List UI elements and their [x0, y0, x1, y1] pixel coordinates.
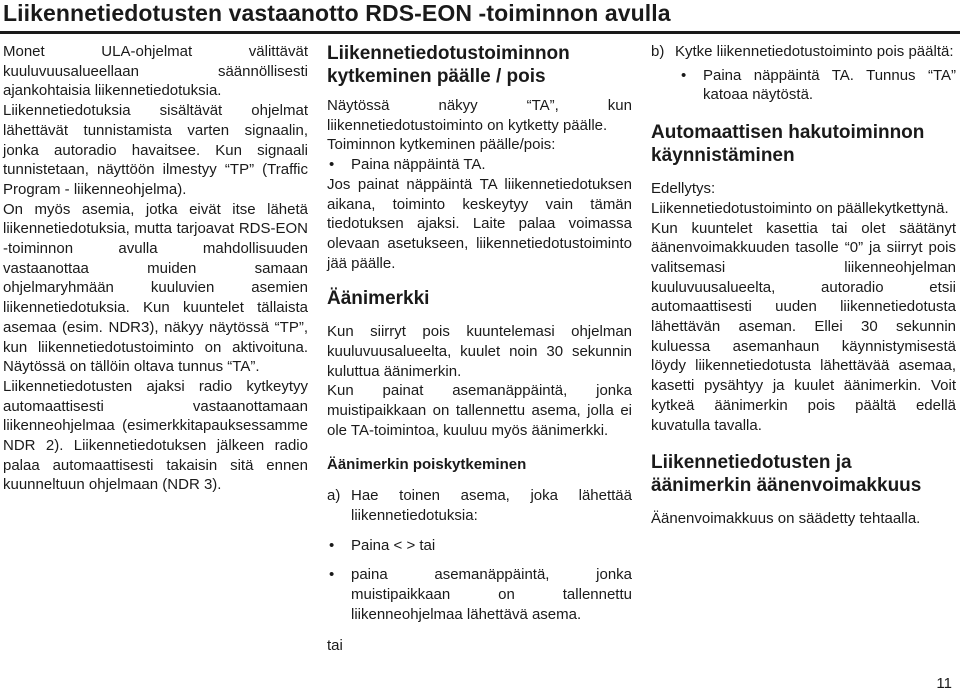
- heading-auto-search: Automaattisen hakutoiminnon käynnistäminen: [651, 122, 925, 167]
- option-b: [651, 42, 956, 62]
- bullet-icon: •: [681, 66, 687, 84]
- page-title: Liikennetiedotusten vastaanotto RDS-EON -toiminnon avulla: [3, 0, 671, 26]
- bullet-icon: •: [329, 566, 335, 584]
- paragraph-ta-display: Näytössä näkyy “TA”, kun liikennetiedotustoiminto on kytketty päälle.: [327, 97, 632, 134]
- heading-volume: Liikennetiedotusten ja äänimerkin äänenvoimakkuus: [651, 452, 922, 497]
- heading-ta-toggle: Liikennetiedotustoiminnon kytkeminen päälle / pois: [327, 43, 570, 87]
- page-number: 11: [936, 675, 952, 692]
- bullet-icon: •: [329, 156, 335, 174]
- bullet-text: Paina < > tai: [351, 536, 436, 554]
- paragraph-requirement-label: Edellytys:: [651, 180, 716, 198]
- paragraph-requirement: Liikennetiedotustoiminto on päällekytkettynä.: [651, 199, 949, 217]
- heading-beep-off: Äänimerkin poiskytkeminen: [327, 455, 527, 473]
- bullet-text: paina asemanäppäintä, jonka muistipaikkaan on tallennettu liikenneohjelmaa lähettävä asema.: [351, 566, 632, 623]
- paragraph-toggle-intro: Toiminnon kytkeminen päälle/pois:: [327, 136, 556, 154]
- bullet-item: [327, 565, 632, 624]
- option-a-letter: a): [327, 487, 341, 505]
- option-a: [327, 486, 632, 525]
- heading-beep: Äänimerkki: [327, 288, 430, 310]
- paragraph-tp-signal: Liikennetiedotuksia sisältävät ohjelmat lähettävät tunnistamista varten signaalin, jonka autoradio havaitsee. Kun signaali tunnistetaan, näyttöön ilmestyy “TP” (Traffic Program - liikenneohjelma).: [3, 102, 308, 198]
- paragraph-auto-switch: Liikennetiedotusten ajaksi radio kytkeytyy automaattisesti vastaanottamaan liikenneohjelmaa (esimerkkitapauksessamme NDR 2). Liikennetiedotuksen jälkeen radio palaa automaattisesti takaisin sitä ennen kuunneltuun ohjelmaan (NDR 3).: [3, 377, 308, 494]
- column-2: [327, 42, 632, 656]
- paragraph-intro: Monet ULA-ohjelmat välittävät kuuluvuusalueellaan säännöllisesti ajankohtaisia liikennetiedotuksia.: [3, 43, 308, 100]
- option-b-letter: b): [651, 43, 665, 60]
- bullet-item: [651, 66, 956, 105]
- bullet-item: [327, 155, 632, 175]
- paragraph-beep-preset: Kun painat asemanäppäintä, jonka muistipaikkaan on tallennettu asema, jolla ei ole TA-toimintoa, kuuluu myös äänimerkki.: [327, 382, 632, 439]
- title-rule: [0, 31, 960, 34]
- bullet-text: Paina näppäintä TA. Tunnus “TA” katoaa näytöstä.: [703, 66, 956, 104]
- option-a-text: Hae toinen asema, joka lähettää liikennetiedotuksia:: [351, 487, 632, 524]
- bullet-icon: •: [329, 536, 335, 554]
- bullet-text: Paina näppäintä TA.: [351, 156, 486, 174]
- paragraph-rds-eon: On myös asemia, jotka eivät itse lähetä liikennetiedotuksia, mutta tarjoavat RDS-EON -toiminnon avulla mahdollisuuden vastaanottaa muiden samaan ohjelmaryhmään kuuluvien asemien liikennetiedotuksia. Kun kuuntelet tällaista asemaa (esim. NDR3), näkyy näytössä “TP”, kun liikennetiedotustoiminto on aktivoituna. Näytössä on tällöin oltava tunnus “TA”.: [3, 200, 308, 376]
- paragraph-auto-search: Kun kuuntelet kasettia tai olet säätänyt äänenvoimakkuuden tasolle “0” ja siirryt pois valitsemasi liikenneohjelman kuuluvuusalueelta, autoradio etsii automaattisesti uuden liikennetiedotusta lähettävän aseman. Ellei 30 sekunnin kuluessa asemanhaun käynnistymisestä löydy liikennetiedotusta lähettävää asemaa, kasetti pysähtyy ja kuulet äänimerkin. Voit kytkeä äänimerkin pois päältä edellä kuvatulla tavalla.: [651, 219, 956, 434]
- paragraph-beep-range: Kun siirryt pois kuuntelemasi ohjelman kuuluvuusalueelta, kuulet noin 30 sekunnin kuluttua äänimerkin.: [327, 323, 632, 380]
- bullet-item: [327, 536, 632, 556]
- paragraph-volume: Äänenvoimakkuus on säädetty tehtaalla.: [651, 510, 921, 528]
- option-b-text: Kytke liikennetiedotustoiminto pois päältä:: [675, 43, 954, 60]
- column-3: [651, 42, 956, 529]
- text-or: tai: [327, 637, 343, 655]
- column-1: [3, 42, 308, 495]
- paragraph-ta-interrupt: Jos painat näppäintä TA liikennetiedotuksen aikana, toiminto keskeytyy vain tämän tiedotuksen ajaksi. Laite palaa voimassa olevaan asetukseen, liikennetiedotustoiminto jää päälle.: [327, 175, 632, 272]
